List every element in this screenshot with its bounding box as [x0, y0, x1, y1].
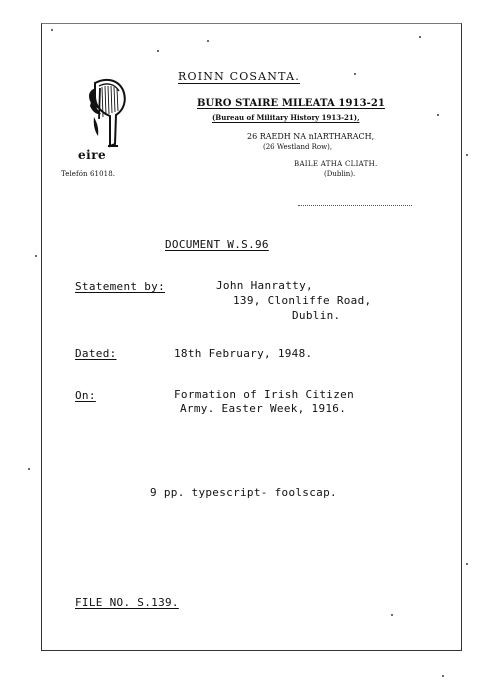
scan-speck — [466, 154, 468, 156]
dated-value: 18th February, 1948. — [174, 347, 313, 360]
reference-dotted-line — [298, 205, 412, 206]
scan-speck — [419, 36, 421, 38]
dated-label: Dated: — [75, 347, 117, 360]
statement-city: Dublin. — [292, 309, 341, 322]
department-heading: ROINN COSANTA. — [178, 70, 300, 83]
scan-speck — [35, 255, 37, 257]
statement-street: 139, Clonliffe Road, — [233, 294, 372, 307]
page-count-note: 9 pp. typescript- foolscap. — [150, 486, 337, 499]
scan-speck — [442, 675, 444, 677]
address-line-3: BAILE ATHA CLIATH. — [294, 160, 378, 168]
document-number: DOCUMENT W.S.96 — [165, 238, 269, 251]
scan-speck — [207, 40, 209, 42]
scan-speck — [28, 468, 30, 470]
telephone-number: Telefón 61018. — [61, 170, 116, 178]
harp-emblem — [82, 76, 130, 150]
file-number: FILE NO. S.139. — [75, 596, 179, 609]
address-line-1: 26 RAEDH NA nIARTHARACH, — [247, 132, 375, 141]
scan-speck — [157, 50, 159, 52]
eire-emblem-label: eire — [78, 148, 107, 162]
address-line-2: (26 Westland Row), — [263, 143, 333, 151]
subject-line-1: Formation of Irish Citizen — [174, 388, 354, 401]
statement-name: John Hanratty, — [216, 279, 313, 292]
scan-speck — [354, 73, 356, 75]
scan-speck — [437, 114, 439, 116]
scan-speck — [51, 29, 53, 31]
statement-label: Statement by: — [75, 280, 165, 293]
scan-speck — [391, 614, 393, 616]
bureau-title: BURO STAIRE MILEATA 1913-21 — [197, 98, 385, 109]
scan-speck — [466, 563, 468, 565]
subject-line-2: Army. Easter Week, 1916. — [180, 402, 347, 415]
address-line-4: (Dublin). — [324, 170, 356, 178]
bureau-subtitle: (Bureau of Military History 1913-21), — [212, 113, 360, 122]
on-label: On: — [75, 389, 96, 402]
